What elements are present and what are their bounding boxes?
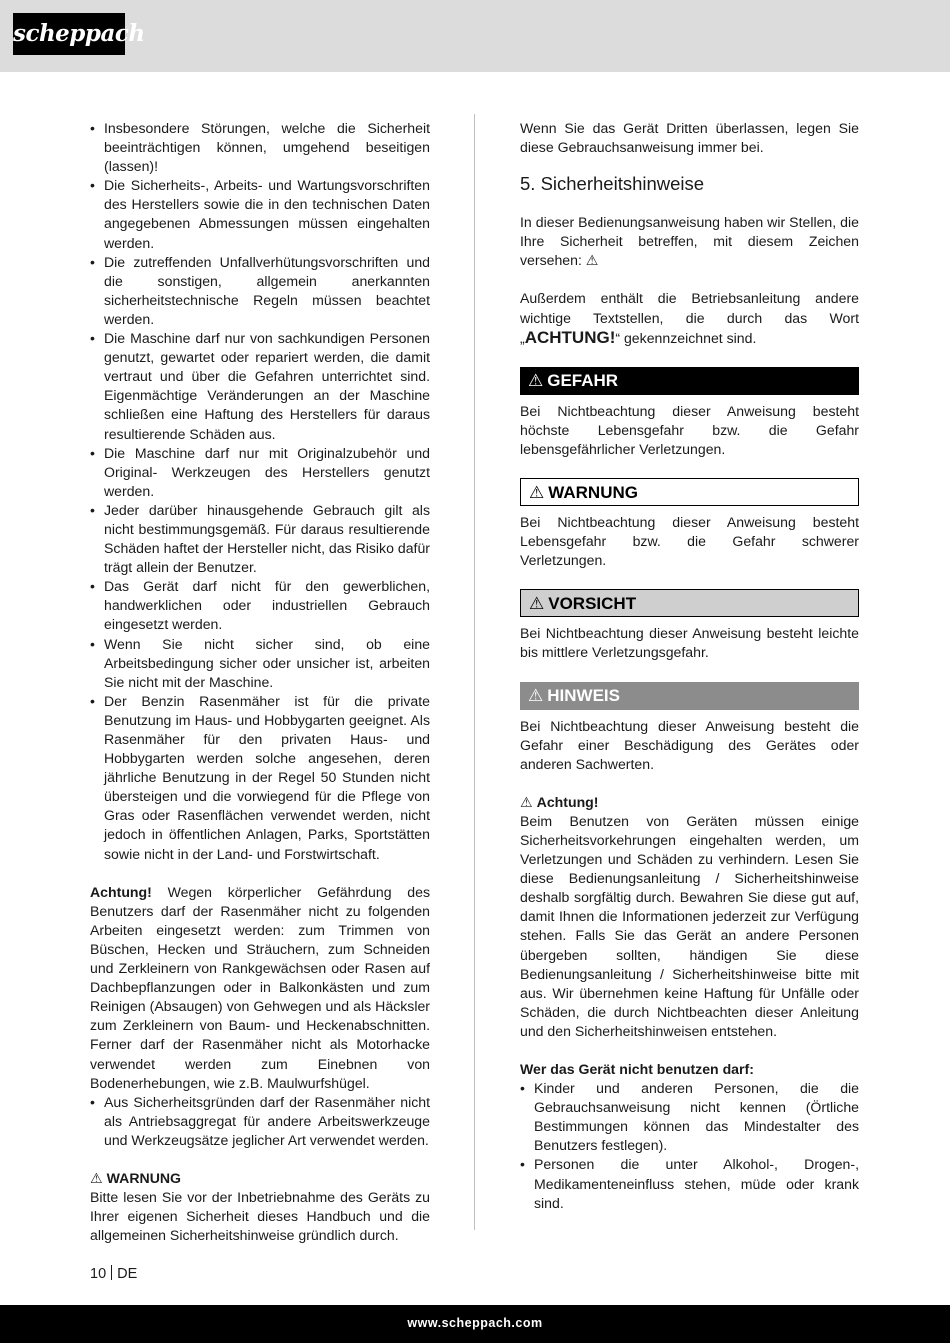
safety-bullet-list-2	[90, 1093, 430, 1150]
hinweis-label: HINWEIS	[547, 685, 620, 705]
page-number: 10	[90, 1266, 107, 1282]
column-divider	[474, 114, 475, 1230]
warning-triangle-icon: ⚠	[529, 483, 545, 503]
list-item: • Personen die unter Alkohol-, Drogen-, Medikamenteneinfluss stehen, müde oder krank sind.	[520, 1155, 859, 1212]
achtung-label: Achtung!	[90, 883, 152, 900]
intro-paragraph: Wenn Sie das Gerät Dritten überlassen, legen Sie diese Gebrauchsanweisung immer bei.	[520, 120, 859, 156]
header-bar	[0, 0, 950, 72]
warning-triangle-icon: ⚠	[528, 370, 544, 390]
footer-separator	[111, 1265, 112, 1280]
list-item: • Insbesondere Störungen, welche die Sicherheit beeinträchtigen können, umgehend beseitigen (lassen)!	[90, 119, 430, 176]
wer-heading: Wer das Gerät nicht benutzen darf:	[520, 1061, 754, 1077]
website-link[interactable]: www.scheppach.com	[407, 1316, 543, 1330]
warnung-label: WARNUNG	[106, 1169, 182, 1186]
list-item: • Kinder und anderen Personen, die die Gebrauchsanweisung nicht kennen (Örtliche Bestimmungen können das Mindestalter des Benutzers festlegen).	[520, 1079, 859, 1155]
vorsicht-text: Bei Nichtbeachtung dieser Anweisung besteht leichte bis mittlere Verletzungsgefahr.	[520, 625, 859, 661]
list-item: • Die Maschine darf nur mit Originalzubehör und Original- Werkzeugen des Herstellers genutzt werden.	[90, 444, 430, 501]
gefahr-text: Bei Nichtbeachtung dieser Anweisung besteht höchste Lebensgefahr bzw. die Gefahr lebensgefährlicher Verletzungen.	[520, 402, 859, 457]
list-item: • Die zutreffenden Unfallverhütungsvorschriften und die sonstigen, allgemein anerkannten sicherheitstechnische Regeln müssen beachtet werden.	[90, 253, 430, 329]
warning-triangle-icon: ⚠	[529, 594, 545, 614]
list-item: • Aus Sicherheitsgründen darf der Rasenmäher nicht als Antriebsaggregat für andere Arbeitswerkzeuge und Werkzeugsätze jeglicher Art verwendet werden.	[90, 1093, 430, 1150]
list-item: • Der Benzin Rasenmäher ist für die private Benutzung im Haus- und Hobbygarten geeignet. Als Rasenmäher für den privaten Haus- und Hobbygarten werden solche angesehen, deren jährliche Benutzung in der Regel 50 Stunden nicht übersteigen und die vorwiegend für die Pflege von Gras oder Rasenflächen verwendet werden, nicht jedoch in öffentlichen Anlagen, Parks, Sportstätten sowie nicht in der Land- und Forstwirtschaft.	[90, 692, 430, 864]
page-footer	[90, 1265, 137, 1282]
achtung-label: Achtung!	[536, 793, 599, 810]
warnung-label: WARNUNG	[548, 483, 638, 503]
warning-triangle-icon: ⚠	[90, 1169, 103, 1186]
vorsicht-label: VORSICHT	[548, 594, 637, 614]
wer-bullet-list	[520, 1079, 859, 1213]
list-item: • Die Sicherheits-, Arbeits- und Wartungsvorschriften des Herstellers sowie die in den technischen Daten angegebenen Abmessungen müssen eingehalten werden.	[90, 176, 430, 252]
list-item: • Das Gerät darf nicht für den gewerblichen, handwerklichen oder industriellen Gebrauch eingesetzt werden.	[90, 577, 430, 634]
hinweis-box	[520, 682, 859, 710]
gefahr-box	[520, 367, 859, 395]
p2-after: “ gekennzeichnet sind.	[615, 329, 757, 346]
warnung-text: Bitte lesen Sie vor der Inbetriebnahme des Geräts zu Ihrer eigenen Sicherheit dieses Handbuch und die allgemeinen Sicherheitshinweise gründlich durch.	[90, 1189, 430, 1244]
section-title: 5. Sicherheitshinweise	[520, 173, 705, 195]
left-column	[90, 119, 430, 1245]
safety-bullet-list	[90, 119, 430, 864]
warnung-heading	[90, 1169, 430, 1188]
scheppach-logo: scheppach	[13, 13, 125, 55]
warnung-box	[520, 478, 859, 506]
list-item: • Jeder darüber hinausgehende Gebrauch gilt als nicht bestimmungsgemäß. Für daraus resultierende Schäden haftet der Hersteller nicht, das Risiko dafür trägt allein der Benutzer.	[90, 501, 430, 577]
warnung-text: Bei Nichtbeachtung dieser Anweisung besteht Lebensgefahr bzw. die Gefahr schwerer Verletzungen.	[520, 514, 859, 569]
gefahr-label: GEFAHR	[547, 370, 619, 390]
warning-triangle-icon: ⚠	[528, 685, 544, 705]
vorsicht-box	[520, 589, 859, 617]
footer-bar	[0, 1305, 950, 1343]
hinweis-text: Bei Nichtbeachtung dieser Anweisung besteht die Gefahr einer Beschädigung des Gerätes oder anderen Sachwerten.	[520, 717, 859, 772]
warning-triangle-icon: ⚠	[520, 793, 533, 810]
language-code: DE	[117, 1266, 138, 1282]
achtung-heading	[520, 793, 859, 812]
list-item: • Wenn Sie nicht sicher sind, ob eine Arbeitsbedingung sicher oder unsicher ist, arbeiten Sie nicht mit der Maschine.	[90, 635, 430, 692]
symbol-paragraph: In dieser Bedienungsanweisung haben wir Stellen, die Ihre Sicherheit betreffen, mit diesem Zeichen versehen: ⚠	[520, 214, 859, 269]
achtung-text: Beim Benutzen von Geräten müssen einige Sicherheitsvorkehrungen eingehalten werden, um Verletzungen und Schäden zu verhindern. Lesen Sie diese Bedienungsanleitung / Sicherheitshinweise deshalb sorgfältig durch. Bewahren Sie diese gut auf, damit Ihnen die Informationen jederzeit zur Verfügung stehen. Falls Sie das Gerät an andere Personen übergeben sollten, händigen Sie diese Bedienungsanleitung / Sicherheitshinweise bitte mit aus. Wir übernehmen keine Haftung für Unfälle oder Schäden, die durch Nichtbeachten dieser Anleitung und den Sicherheitshinweisen entstehen.	[520, 812, 859, 1039]
p2-before: Außerdem enthält die Betriebsanleitung andere wichtige Textstellen, die durch das Wort „	[520, 290, 859, 346]
achtung-word-paragraph	[520, 289, 859, 347]
achtung-paragraph	[90, 883, 430, 1093]
achtung-word: ACHTUNG!	[524, 327, 616, 347]
achtung-text: Wegen körperlicher Gefährdung des Benutzers darf der Rasenmäher nicht zu folgenden Arbeiten eingesetzt werden: zum Trimmen von Büschen, Hecken und Sträuchern, zum Schneiden und Zerkleinern von Rankgewächsen oder Rasen auf Dachbepflanzungen oder in Balkonkästen und zum Reinigen (Absaugen) von Gehwegen und als Häcksler zum Zerkleinern von Baum- und Heckenabschnitten. Ferner darf der Rasenmäher nicht als Motorhacke verwendet werden zum Einebnen von Bodenerhebungen, wie z.B. Maulwurfshügel.	[90, 883, 430, 1091]
list-item: • Die Maschine darf nur von sachkundigen Personen genutzt, gewartet oder repariert werden, die damit vertraut und über die Gefahren unterrichtet sind. Eigenmächtige Veränderungen an der Maschine schließen eine Haftung des Herstellers für daraus resultierende Schäden aus.	[90, 329, 430, 444]
right-column	[520, 119, 859, 1213]
